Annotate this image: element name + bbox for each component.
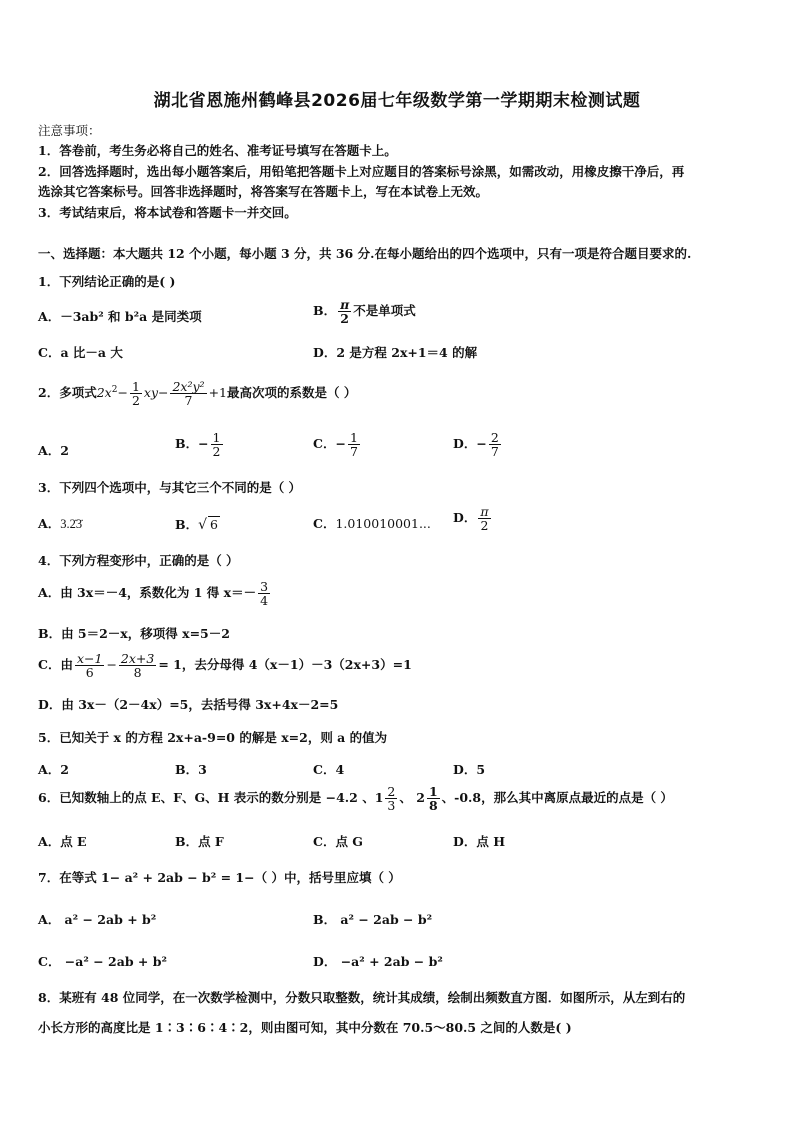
q6-option-d: D．点 H bbox=[453, 834, 506, 849]
q4-option-d: D．由 3x－（2－4x）=5，去括号得 3x+4x－2=5 bbox=[38, 697, 339, 712]
note-2-line-1: 2．回答选择题时，选出每小题答案后，用铅笔把答题卡上对应题目的答案标号涂黑，如需改动，用橡皮擦干净后，再 bbox=[38, 164, 685, 179]
q5-option-c: C．4 bbox=[313, 762, 345, 777]
q7-option-c: C． −a² − 2ab + b² bbox=[38, 954, 167, 969]
q3-option-c: C．1.010010001... bbox=[313, 516, 431, 531]
q3-stem: 3．下列四个选项中，与其它三个不同的是（ ） bbox=[38, 480, 302, 495]
notes-heading: 注意事项： bbox=[38, 123, 101, 138]
q5-option-a: A．2 bbox=[38, 762, 69, 777]
section-heading: 一、选择题：本大题共 12 个小题，每小题 3 分，共 36 分.在每小题给出的四个选项中，只有一项是符合题目要求的. bbox=[38, 246, 692, 261]
q6-option-c: C．点 G bbox=[313, 834, 363, 849]
note-2-line-2: 选涂其它答案标号。回答非选择题时，将答案写在答题卡上，写在本试卷上无效。 bbox=[38, 184, 489, 199]
q4-option-c: C．由 $\frac{x-1}{6}$ − $\frac{2x+3}{8}$ = 1，去分母得 4（x－1）－3（2x+3）=1 bbox=[38, 651, 412, 681]
q1-option-b: B． $\frac{\pi}{2}$ 不是单项式 bbox=[313, 297, 416, 327]
q6-option-b: B．点 F bbox=[175, 834, 224, 849]
q4-option-a: A．由 3x＝－4，系数化为 1 得 x＝－ $\frac{3}{4}$ bbox=[38, 579, 269, 609]
q6-option-a: A．点 E bbox=[38, 834, 87, 849]
q4-option-b: B．由 5＝2－x，移项得 x=5－2 bbox=[38, 626, 230, 641]
q2-option-d: D．− $\frac{2}{7}$ bbox=[453, 430, 499, 460]
page-title: 湖北省恩施州鹤峰县2026届七年级数学第一学期期末检测试题 bbox=[153, 91, 641, 111]
q5-option-d: D．5 bbox=[453, 762, 486, 777]
q1-option-d: D．2 是方程 2x+1＝4 的解 bbox=[313, 345, 478, 360]
q5-stem: 5．已知关于 x 的方程 2x+a-9=0 的解是 x=2，则 a 的值为 bbox=[38, 730, 388, 745]
note-1: 1．答卷前，考生务必将自己的姓名、准考证号填写在答题卡上。 bbox=[38, 143, 397, 158]
q4-stem: 4．下列方程变形中，正确的是（ ） bbox=[38, 553, 239, 568]
q3-option-d: D． $\frac{\pi}{2}$ bbox=[453, 504, 489, 534]
q2-stem: 2．多项式$2x^2-$ $\frac{1}{2}$ xy− $\frac{\text{2x²y²}}{7}$ +1最高次项的系数是（ ） bbox=[38, 379, 357, 409]
q6-stem: 6．已知数轴上的点 E、F、G、H 表示的数分别是 −4.2 、1 $\frac{2}{3}$ 、 2 $\frac{1}{8}$ 、-0.8，那么其中离原点最近的点是（ ） bbox=[38, 784, 673, 814]
q8-line-2: 小长方形的高度比是 1∶3∶6∶4∶2，则由图可知，其中分数在 70.5～80.5 之间的人数是( ) bbox=[38, 1020, 572, 1035]
q7-option-d: D． −a² + 2ab − b² bbox=[313, 954, 443, 969]
fraction: $\frac{\pi}{2}$ bbox=[340, 297, 350, 327]
q1-option-a: A．－3ab² 和 b²a 是同类项 bbox=[38, 309, 202, 324]
q1-option-c: C．a 比－a 大 bbox=[38, 345, 123, 360]
q3-option-b: B．√ 6 bbox=[175, 517, 218, 533]
q7-option-b: B． a² − 2ab − b² bbox=[313, 912, 433, 927]
q3-option-a: A．3.2̇3̇ bbox=[38, 516, 83, 531]
q7-stem: 7．在等式 1− a² + 2ab − b² = 1−（ ）中，括号里应填（ ） bbox=[38, 870, 401, 885]
q7-option-a: A． a² − 2ab + b² bbox=[38, 912, 157, 927]
note-3: 3．考试结束后，将本试卷和答题卡一并交回。 bbox=[38, 205, 297, 220]
q2-option-c: C．− $\frac{1}{7}$ bbox=[313, 430, 358, 460]
q5-option-b: B．3 bbox=[175, 762, 207, 777]
q2-option-a: A．2 bbox=[38, 443, 69, 458]
q2-option-b: B．− $\frac{1}{2}$ bbox=[175, 430, 221, 460]
q8-line-1: 8．某班有 48 位同学，在一次数学检测中，分数只取整数，统计其成绩，绘制出频数直方图．如图所示，从左到右的 bbox=[38, 990, 686, 1005]
q1-stem: 1．下列结论正确的是( ) bbox=[38, 274, 176, 289]
